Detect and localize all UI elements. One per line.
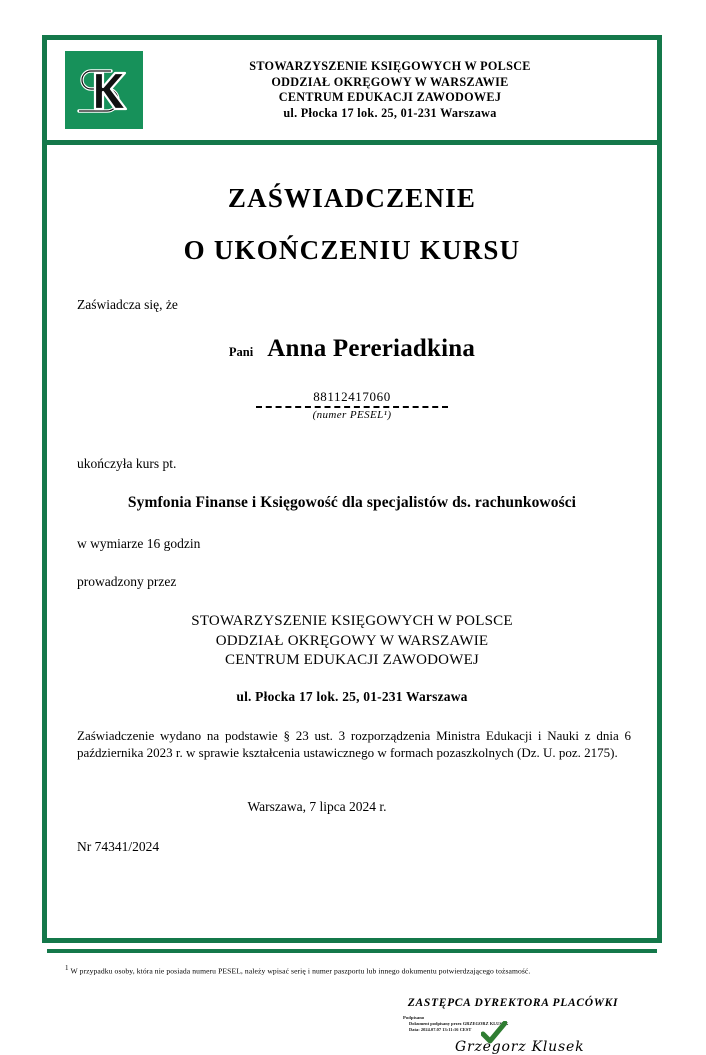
- attest-label: Zaświadcza się, że: [77, 297, 178, 312]
- header-org-block: [133, 59, 647, 121]
- recipient-honorific: Pani: [228, 345, 254, 359]
- estamp-date: Data: 2024.07.07 13:11:16 CEST: [409, 1026, 472, 1032]
- electronic-signature-stamp: [393, 1015, 633, 1055]
- course-completed-label: ukończyła kurs pt.: [77, 456, 177, 471]
- provider-address: ul. Płocka 17 lok. 25, 01-231 Warszawa: [236, 688, 468, 704]
- footnote-marker: 1: [65, 964, 69, 973]
- certificate-header: [47, 40, 657, 145]
- header-org-line-1: STOWARZYSZENIE KSIĘGOWYCH W POLSCE: [249, 59, 531, 73]
- skwp-logo-icon: [65, 51, 143, 129]
- footnote: [65, 963, 645, 977]
- recipient-name: Anna Pereriadkina: [267, 335, 476, 362]
- certificate-body: [47, 183, 657, 1055]
- certificate-frame: [42, 35, 662, 1055]
- pesel-block: [256, 389, 448, 421]
- course-conducted-label: prowadzony przez: [77, 574, 177, 589]
- provider-block: [63, 612, 641, 671]
- footnote-separator: [47, 949, 657, 953]
- header-org-address: ul. Płocka 17 lok. 25, 01-231 Warszawa: [283, 105, 497, 120]
- footnote-text: W przypadku osoby, która nie posiada numeru PESEL, należy wpisać serię i numer paszportu lub innego dokumentu potwierdzającego tożsamość.: [70, 967, 531, 976]
- certificate-title-line1: ZAŚWIADCZENIE: [227, 183, 477, 213]
- pesel-caption: (numer PESEL¹): [312, 409, 392, 421]
- recipient-name-row: [63, 335, 641, 363]
- issue-city-date: Warszawa, 7 lipca 2024 r.: [247, 798, 387, 814]
- certificate-title-line2: O UKOŃCZENIU KURSU: [183, 235, 521, 265]
- signature-block: [393, 997, 633, 1055]
- course-hours: w wymiarze 16 godzin: [77, 536, 201, 551]
- pesel-number: 88112417060: [313, 389, 391, 404]
- course-title: Symfonia Finanse i Księgowość dla specjalistów ds. rachunkowości: [127, 494, 577, 511]
- signature-role: ZASTĘPCA DYREKTORA PLACÓWKI: [407, 997, 619, 1009]
- estamp-signer: Dokument podpisany przez GRZEGORZ KLUSEK: [409, 1021, 509, 1026]
- provider-line-2: ODDZIAŁ OKRĘGOWY W WARSZAWIE: [215, 632, 489, 649]
- header-org-line-3: CENTRUM EDUKACJI ZAWODOWEJ: [278, 90, 502, 104]
- certificate-number: Nr 74341/2024: [77, 838, 160, 854]
- legal-basis-paragraph: Zaświadczenie wydano na podstawie § 23 ust. 3 rozporządzenia Ministra Edukacji i Nauki z dnia 6 października 2023 r. w sprawie kształcenia ustawicznego w formach pozaszkolnych (Dz. U. poz. 2175).: [77, 727, 631, 760]
- provider-line-1: STOWARZYSZENIE KSIĘGOWYCH W POLSCE: [191, 613, 513, 629]
- signature-name: Grzegorz Klusek: [455, 1039, 585, 1055]
- provider-line-3: CENTRUM EDUKACJI ZAWODOWEJ: [225, 652, 479, 668]
- header-org-line-2: ODDZIAŁ OKRĘGOWY W WARSZAWIE: [271, 74, 509, 89]
- estamp-title: Podpisano: [403, 1015, 425, 1020]
- pesel-rule: [256, 406, 448, 408]
